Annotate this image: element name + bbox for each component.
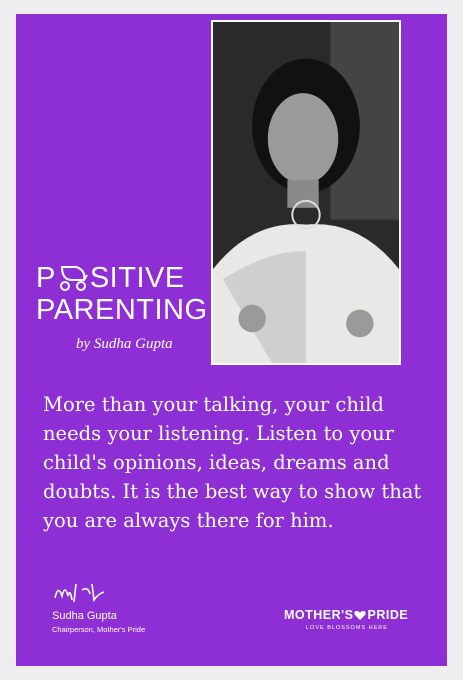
stroller-icon: [56, 264, 90, 292]
logo-tagline: LOVE BLOSSOMS HERE: [306, 625, 388, 631]
heart-icon: [354, 610, 366, 621]
title-line-parenting: PARENTING: [36, 294, 208, 326]
title-letter-p: P: [36, 262, 56, 294]
signature-role: Chairperson, Mother's Pride: [52, 625, 146, 634]
poster-card: [16, 14, 447, 666]
portrait-photo: [211, 20, 401, 365]
logo-word-left: MOTHER'S: [284, 608, 354, 622]
title-line-positive: [36, 264, 185, 293]
signature-image: [52, 580, 110, 606]
mothers-pride-logo: [284, 608, 408, 622]
logo-word-right: PRIDE: [367, 608, 409, 622]
quote-text: More than your talking, your child needs your listening. Listen to your child's opinions, ideas, dreams and doubts. It is the best way to show that you are always there for him.: [43, 393, 422, 532]
byline: by Sudha Gupta: [76, 336, 173, 352]
title-rest: SITIVE: [89, 262, 185, 294]
signature-name: Sudha Gupta: [52, 610, 117, 622]
